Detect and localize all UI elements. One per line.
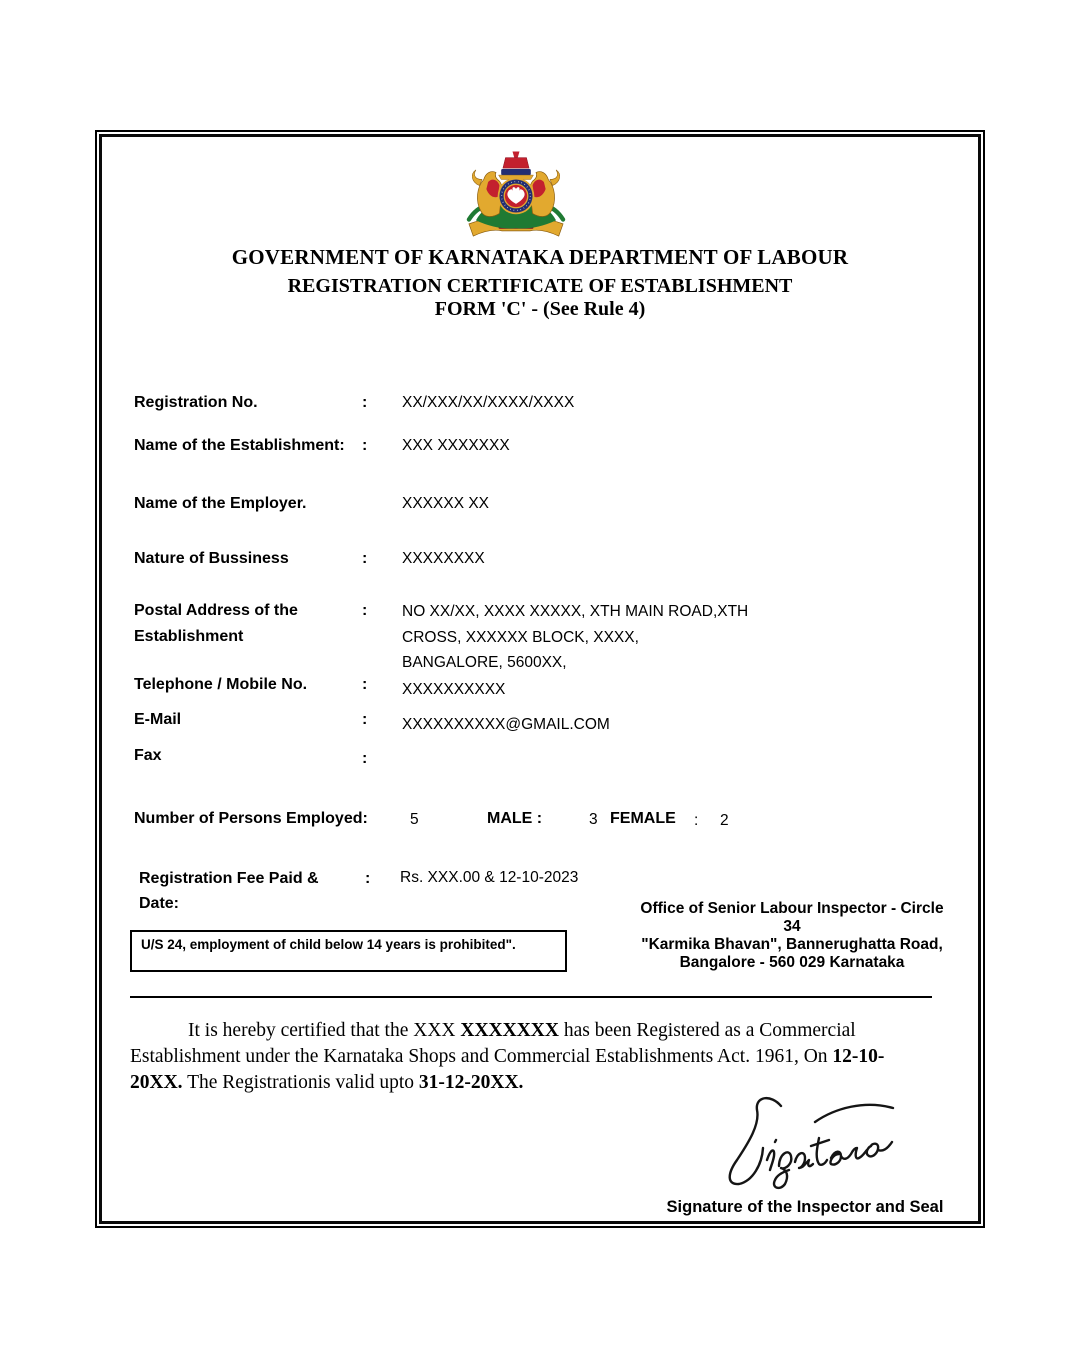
postal-address-label-line1: Postal Address of the	[134, 602, 298, 619]
fee-value: Rs. XXX.00 & 12-10-2023	[400, 869, 579, 886]
signature-caption: Signature of the Inspector and Seal	[666, 1198, 944, 1216]
fax-colon: :	[362, 750, 368, 767]
email-value: XXXXXXXXXX@GMAIL.COM	[402, 716, 610, 733]
postal-address-value	[402, 599, 748, 676]
nature-of-business-colon: :	[362, 550, 368, 567]
postal-address-label-line2: Establishment	[134, 628, 244, 645]
certification-establishment-name: XXXXXXX	[460, 1020, 559, 1041]
karnataka-state-emblem-icon	[455, 150, 577, 242]
employer-name-value: XXXXXX XX	[402, 495, 490, 512]
establishment-name-label: Name of the Establishment:	[134, 437, 345, 454]
title-certificate: REGISTRATION CERTIFICATE OF ESTABLISHMENT	[287, 275, 793, 297]
child-labour-notice-text: U/S 24, employment of child below 14 years is prohibited".	[141, 937, 516, 952]
persons-employed-total: 5	[410, 811, 419, 828]
postal-address-value-line2: CROSS, XXXXXX BLOCK, XXXX,	[402, 628, 639, 646]
female-colon: :	[694, 812, 699, 829]
office-address-line1: Office of Senior Labour Inspector - Circle	[640, 900, 944, 917]
certification-part5: The Registrationis valid upto	[182, 1072, 419, 1093]
divider-line	[130, 996, 932, 998]
title-government: GOVERNMENT OF KARNATAKA DEPARTMENT OF LABOUR	[231, 245, 849, 269]
certificate-border	[95, 130, 985, 1228]
fax-label: Fax	[134, 747, 162, 764]
nature-of-business-value: XXXXXXXX	[402, 550, 485, 567]
employer-name-label: Name of the Employer.	[134, 495, 307, 512]
child-labour-notice-box	[130, 930, 567, 972]
title-form: FORM 'C' - (See Rule 4)	[434, 298, 646, 320]
female-label: FEMALE	[610, 810, 676, 827]
fee-label-line2: Date:	[139, 895, 180, 912]
certification-part1: It is hereby certified that the XXX	[188, 1020, 461, 1041]
female-value: 2	[720, 812, 729, 829]
postal-address-colon: :	[362, 602, 368, 619]
office-address	[602, 900, 982, 972]
certification-registered-date: 12-10-20XX.	[130, 1046, 885, 1093]
certification-paragraph	[130, 1018, 932, 1096]
postal-address-value-line1: NO XX/XX, XXXX XXXXX, XTH MAIN ROAD,XTH	[402, 603, 749, 620]
office-address-line3: "Karmika Bhavan", Bannerughatta Road,	[641, 936, 943, 953]
male-label: MALE :	[487, 810, 543, 827]
male-value: 3	[589, 811, 598, 828]
office-address-line2: 34	[783, 918, 801, 935]
registration-no-value: XX/XXX/XX/XXXX/XXXX	[402, 394, 575, 411]
registration-no-colon: :	[362, 394, 368, 411]
telephone-label: Telephone / Mobile No.	[134, 676, 308, 693]
postal-address-value-line3: BANGALORE, 5600XX,	[402, 654, 567, 671]
telephone-colon: :	[362, 676, 368, 693]
persons-employed-label: Number of Persons Employed:	[134, 810, 368, 827]
fee-colon: :	[365, 870, 371, 887]
establishment-name-colon: :	[362, 437, 368, 454]
certification-valid-upto-date: 31-12-20XX.	[418, 1072, 524, 1093]
email-label: E-Mail	[134, 711, 182, 728]
email-colon: :	[362, 711, 368, 728]
signature-scribble-icon	[717, 1090, 897, 1192]
office-address-line4: Bangalore - 560 029 Karnataka	[679, 954, 905, 971]
nature-of-business-label: Nature of Bussiness	[134, 550, 289, 567]
registration-no-label: Registration No.	[134, 394, 258, 411]
establishment-name-value: XXX XXXXXXX	[402, 437, 510, 454]
certification-part3: has been Registered as a Commercial Establishment under the Karnataka Shops and Commercial Establishments Act. 1961, On	[130, 1020, 856, 1067]
telephone-value: XXXXXXXXXX	[402, 681, 506, 698]
fee-label-line1: Registration Fee Paid &	[139, 870, 319, 887]
